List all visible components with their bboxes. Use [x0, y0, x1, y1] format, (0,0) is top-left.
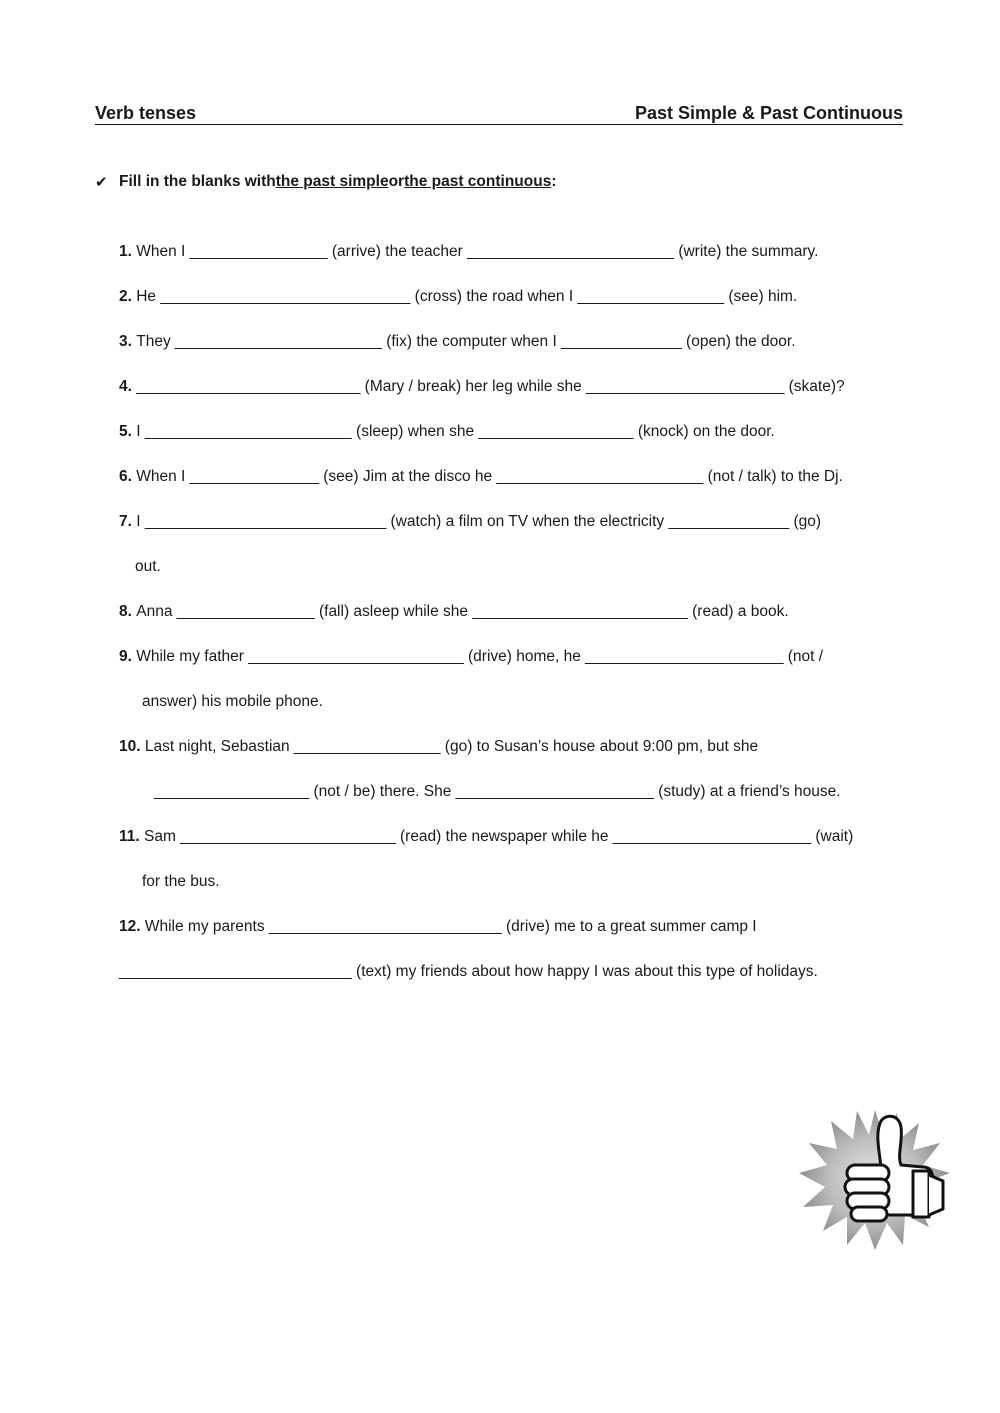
item-text: Sam _________________________ (read) the newspaper while he _______________________ (wait) [144, 828, 854, 845]
exercise-line-9[interactable] [119, 647, 903, 667]
exercise-line-12[interactable] [119, 917, 903, 937]
exercise-line-10[interactable] [119, 737, 903, 757]
instruction [95, 173, 557, 191]
item-text: When I _______________ (see) Jim at the disco he ________________________ (not / talk) to the Dj. [136, 468, 843, 485]
page-header [95, 100, 903, 125]
item-text: ___________________________ (text) my friends about how happy I was about this type of holidays. [119, 963, 818, 980]
item-number: 5. [119, 423, 137, 440]
item-number: 1. [119, 243, 137, 260]
item-text: Anna ________________ (fall) asleep while she _________________________ (read) a book. [136, 603, 789, 620]
item-number: 3. [119, 333, 137, 350]
exercise-line-11-continued[interactable] [142, 872, 926, 892]
exercise-line-7-continued[interactable] [135, 557, 919, 577]
instruction-prefix: Fill in the blanks with [119, 173, 276, 190]
item-text: When I ________________ (arrive) the teacher ________________________ (write) the summary. [136, 243, 819, 260]
item-number: 8. [119, 603, 137, 620]
thumbs-up-icon [795, 1105, 955, 1255]
instruction-term-past-simple: the past simple [275, 173, 389, 190]
instruction-term-past-continuous: the past continuous [404, 173, 552, 190]
exercise-line-4[interactable] [119, 377, 903, 397]
item-number: 2. [119, 288, 137, 305]
exercise-line-5[interactable] [119, 422, 903, 442]
exercise-line-6[interactable] [119, 467, 903, 487]
item-text: Last night, Sebastian _________________ (go) to Susan’s house about 9:00 pm, but she [144, 738, 759, 755]
item-text: __________________ (not / be) there. She _______________________ (study) at a friend’s house. [154, 783, 841, 800]
item-text: While my father _________________________ (drive) home, he _______________________ (not / [136, 648, 824, 665]
item-number: 4. [119, 378, 137, 395]
exercise-line-9-continued[interactable] [142, 692, 926, 712]
item-text: While my parents ___________________________ (drive) me to a great summer camp I [144, 918, 757, 935]
item-text: answer) his mobile phone. [142, 693, 323, 710]
exercise-line-8[interactable] [119, 602, 903, 622]
item-text: They ________________________ (fix) the computer when I ______________ (open) the door. [136, 333, 796, 350]
item-text: out. [135, 558, 161, 575]
item-number: 10. [119, 738, 145, 755]
exercise-line-3[interactable] [119, 332, 903, 352]
item-number: 7. [119, 513, 137, 530]
item-text: I ____________________________ (watch) a film on TV when the electricity ______________ (go) [136, 513, 822, 530]
item-text: He _____________________________ (cross) the road when I _________________ (see) him. [136, 288, 798, 305]
item-text: for the bus. [142, 873, 220, 890]
item-text: __________________________ (Mary / break) her leg while she _______________________ (skate)? [136, 378, 845, 395]
exercise-line-2[interactable] [119, 287, 903, 307]
item-number: 6. [119, 468, 137, 485]
item-number: 11. [119, 828, 144, 845]
instruction-suffix: : [551, 173, 557, 190]
exercise-line-12-continued[interactable] [119, 962, 903, 982]
header-left-title: Verb tenses [95, 103, 197, 123]
exercise-line-7[interactable] [119, 512, 903, 532]
checkmark-icon: ✔ [95, 174, 108, 191]
exercise-line-1[interactable] [119, 242, 903, 262]
exercise-line-11[interactable] [119, 827, 903, 847]
header-right-title: Past Simple & Past Continuous [634, 103, 903, 123]
exercise-line-10-continued[interactable] [154, 782, 938, 802]
item-number: 9. [119, 648, 137, 665]
item-number: 12. [119, 918, 145, 935]
instruction-middle: or [388, 173, 405, 190]
item-text: I ________________________ (sleep) when she __________________ (knock) on the door. [136, 423, 775, 440]
